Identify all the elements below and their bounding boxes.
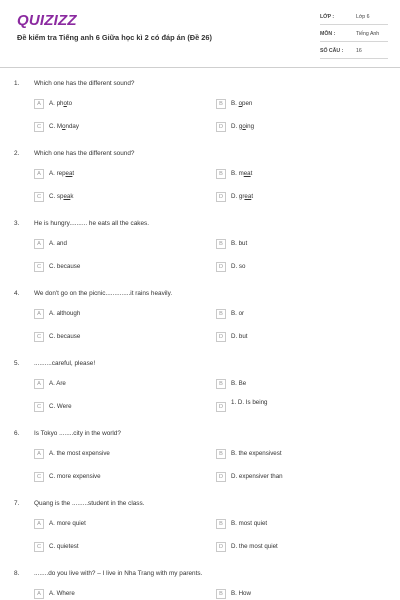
- option-text: D. the most quiet: [231, 543, 278, 550]
- underlined-letters: o: [242, 123, 246, 130]
- question-text: Which one has the different sound?: [34, 80, 135, 87]
- meta-label: LỚP :: [320, 14, 335, 20]
- option-letter-box[interactable]: A: [34, 99, 44, 109]
- option-letter-box[interactable]: A: [34, 449, 44, 459]
- question-number: 3.: [14, 220, 20, 227]
- option-letter-box[interactable]: D: [216, 262, 226, 272]
- question-text: We don't go on the picnic..............it rains heavily.: [34, 290, 173, 297]
- option-letter-box[interactable]: C: [34, 332, 44, 342]
- question-text: He is hungry.......... he eats all the cakes.: [34, 220, 149, 227]
- option-letter-box[interactable]: D: [216, 332, 226, 342]
- worksheet-header: [0, 0, 400, 68]
- meta-label: SỐ CÂU :: [320, 48, 344, 54]
- meta-value[interactable]: Tiếng Anh: [356, 31, 380, 37]
- option-letter-box[interactable]: D: [216, 122, 226, 132]
- option-text: [231, 100, 252, 107]
- option-letter-box[interactable]: B: [216, 449, 226, 459]
- underlined-letters: o: [62, 123, 66, 130]
- option-letter-box[interactable]: A: [34, 309, 44, 319]
- question-number: 4.: [14, 290, 20, 297]
- option-text: [49, 123, 79, 130]
- option-letter-box[interactable]: B: [216, 169, 226, 179]
- option-letter-box[interactable]: C: [34, 192, 44, 202]
- option-letter-box[interactable]: A: [34, 169, 44, 179]
- option-text-part: to: [66, 100, 73, 107]
- option-letter-box[interactable]: B: [216, 99, 226, 109]
- question-number: 5.: [14, 360, 20, 367]
- option-letter-box[interactable]: D: [216, 542, 226, 552]
- underlined-letters: o: [63, 100, 67, 107]
- underlined-letters: ea: [65, 170, 73, 177]
- option-letter-box[interactable]: A: [34, 239, 44, 249]
- option-text: D. but: [231, 333, 248, 340]
- option-text: A. Are: [49, 380, 66, 387]
- option-text: A. Where: [49, 590, 75, 597]
- option-letter-box[interactable]: D: [216, 472, 226, 482]
- option-text: [231, 123, 254, 130]
- underlined-letters: o: [238, 100, 243, 107]
- question-number: 7.: [14, 500, 20, 507]
- option-text: [49, 170, 74, 177]
- option-letter-box[interactable]: A: [34, 519, 44, 529]
- option-text: A. the most expensive: [49, 450, 110, 457]
- option-text: D. expensiver than: [231, 473, 283, 480]
- option-text-part: B. m: [231, 170, 244, 177]
- option-text-part: t: [250, 170, 253, 177]
- option-text: B. the expensivest: [231, 450, 282, 457]
- option-text: [231, 193, 253, 200]
- option-letter-box[interactable]: B: [216, 589, 226, 599]
- option-text-part: D. g: [231, 123, 243, 130]
- question-number: 1.: [14, 80, 20, 87]
- option-letter-box[interactable]: B: [216, 239, 226, 249]
- underlined-letters: ea: [244, 193, 252, 200]
- option-letter-box[interactable]: C: [34, 402, 44, 412]
- option-text: A. more quiet: [49, 520, 86, 527]
- option-text: A. and: [49, 240, 67, 247]
- option-text-part: C. M: [49, 123, 63, 130]
- question-text: Is Tokyo ........city in the world?: [34, 430, 121, 437]
- meta-value[interactable]: Lớp 6: [356, 14, 370, 20]
- option-letter-box[interactable]: A: [34, 379, 44, 389]
- option-letter-box[interactable]: B: [216, 379, 226, 389]
- option-text-part: D. gr: [231, 193, 245, 200]
- option-text: B. but: [231, 240, 248, 247]
- option-text-part: t: [72, 170, 75, 177]
- meta-row-subject: [320, 28, 388, 42]
- meta-row-class: [320, 11, 388, 25]
- option-text: [231, 170, 252, 177]
- underlined-letters: ea: [243, 170, 251, 177]
- question-number: 2.: [14, 150, 20, 157]
- question-number: 8.: [14, 570, 20, 577]
- option-text: 1. D. Is being: [231, 399, 268, 406]
- option-text-part: pen: [242, 100, 253, 107]
- option-text: [49, 100, 72, 107]
- option-letter-box[interactable]: A: [34, 589, 44, 599]
- option-text-part: C. sp: [49, 193, 64, 200]
- option-letter-box[interactable]: D: [216, 402, 226, 412]
- option-text: C. more expensive: [49, 473, 101, 480]
- option-text-part: B.: [231, 100, 239, 107]
- option-text-part: A. rep: [49, 170, 66, 177]
- question-text: ..........careful, please!: [34, 360, 96, 367]
- question-number: 6.: [14, 430, 20, 437]
- option-text-part: t: [251, 193, 254, 200]
- option-text: D. so: [231, 263, 246, 270]
- option-letter-box[interactable]: C: [34, 122, 44, 132]
- option-text: C. because: [49, 263, 81, 270]
- meta-label: MÔN :: [320, 31, 336, 37]
- option-text: [49, 193, 73, 200]
- option-letter-box[interactable]: B: [216, 309, 226, 319]
- option-letter-box[interactable]: C: [34, 472, 44, 482]
- worksheet-title: Đề kiểm tra Tiếng anh 6 Giữa học kì 2 có đáp án (Đề 26): [17, 33, 212, 42]
- option-letter-box[interactable]: C: [34, 262, 44, 272]
- quizizz-logo: QUIZIZZ: [17, 12, 77, 29]
- option-text: B. Be: [231, 380, 247, 387]
- meta-value[interactable]: 16: [356, 48, 362, 54]
- question-text: Which one has the different sound?: [34, 150, 135, 157]
- option-text: B. most quiet: [231, 520, 268, 527]
- option-text: B. How: [231, 590, 251, 597]
- option-text-part: ing: [245, 123, 255, 130]
- option-text-part: A. ph: [49, 100, 64, 107]
- option-text: C. Were: [49, 403, 72, 410]
- option-letter-box[interactable]: C: [34, 542, 44, 552]
- question-text: ........do you live with? – I live in Nha Trang with my parents.: [34, 570, 203, 577]
- question-text: Quang is the .........student in the class.: [34, 500, 145, 507]
- option-text: B. or: [231, 310, 245, 317]
- worksheet-meta: [320, 11, 388, 62]
- option-letter-box[interactable]: D: [216, 192, 226, 202]
- option-text: C. quietest: [49, 543, 79, 550]
- meta-row-count: [320, 45, 388, 59]
- underlined-letters: ea: [63, 193, 71, 200]
- option-text-part: k: [70, 193, 74, 200]
- option-text: C. because: [49, 333, 81, 340]
- option-letter-box[interactable]: B: [216, 519, 226, 529]
- option-text: A. although: [49, 310, 81, 317]
- option-text-part: nday: [65, 123, 79, 130]
